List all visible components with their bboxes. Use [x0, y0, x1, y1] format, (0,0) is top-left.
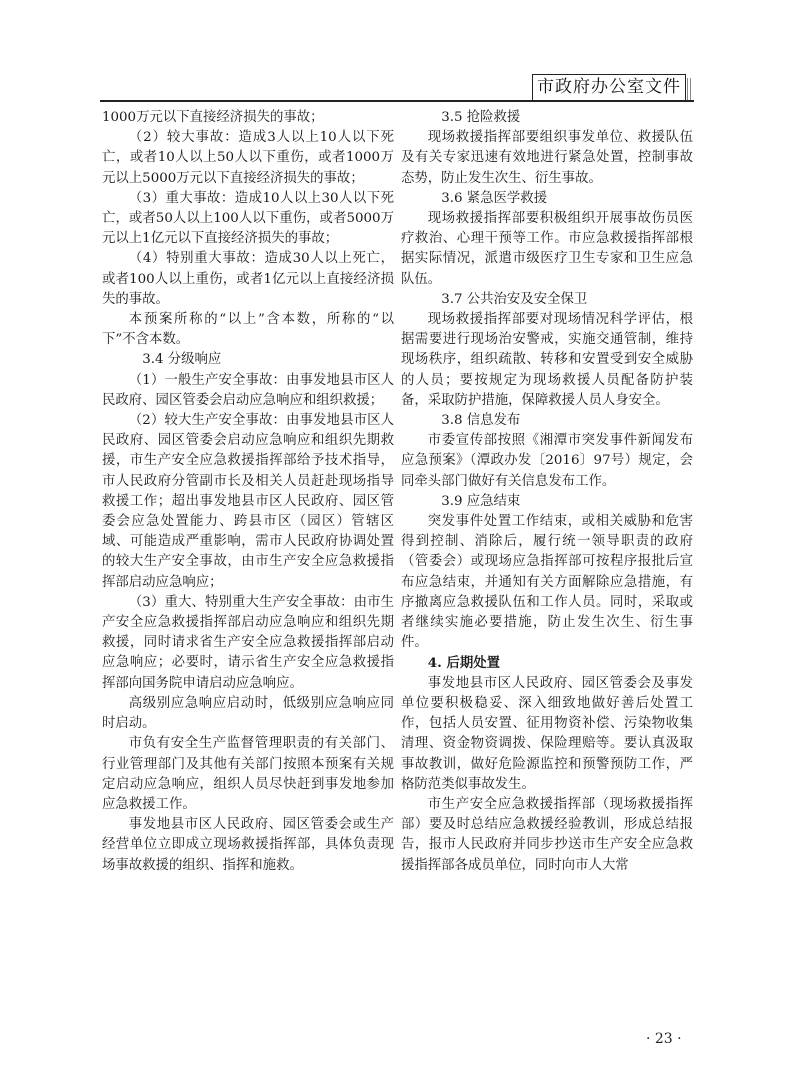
paragraph: （1）一般生产安全事故：由事发地县市区人民政府、园区管委会启动应急响应和组织救援；: [102, 372, 394, 408]
paragraph: （3）重大、特别重大生产安全事故：由市生产安全应急救援指挥部启动应急响应和组织先期救援，同时请求省生产安全应急救援指挥部启动应急响应；必要时，请示省生产安全应急救援指挥部向国务院申请启动应急响应。: [102, 594, 394, 691]
paragraph: 突发事件处置工作结束，或相关威胁和危害得到控制、消除后，履行统一领导职责的政府（管委会）或现场应急指挥部可按程序报批后宣布应急结束，并通知有关方面解除应急措施，有序撤离应急救援队伍和工作人员。同时，采取或者继续实施必要措施，防止发生次生、衍生事件。: [401, 514, 693, 651]
paragraph: （2）较大事故：造成3人以上10人以下死亡，或者10人以上50人以下重伤，或者1000万元以上5000万元以下直接经济损失的事故；: [102, 130, 394, 186]
section-heading: 3.7 公共治安及安全保卫: [441, 291, 588, 307]
paragraph: 市委宣传部按照《湘潭市突发事件新闻发布应急预案》（潭政办发〔2016〕97号）规定，会同牵头部门做好有关信息发布工作。: [401, 433, 693, 489]
paragraph: 事发地县市区人民政府、园区管委会或生产经营单位立即成立现场救援指挥部，具体负责现场事故救援的组织、指挥和施救。: [102, 817, 394, 873]
paragraph: 事发地县市区人民政府、园区管委会及事发单位要积极稳妥、深入细致地做好善后处置工作，包括人员安置、征用物资补偿、污染物收集清理、资金物资调拨、保险理赔等。要认真汲取事故教训，做好危险源监控和预警预防工作，严格防范类似事故发生。: [401, 675, 693, 792]
left-text-column: [102, 108, 394, 876]
paragraph: 市生产安全应急救援指挥部（现场救援指挥部）要及时总结应急救援经验教训，形成总结报告，报市人民政府并同步抄送市生产安全应急救援指挥部各成员单位，同时向市人大常: [401, 796, 693, 873]
paragraph: 现场救援指挥部要组织事发单位、救援队伍及有关专家迅速有效地进行紧急处置，控制事故态势，防止发生次生、衍生事故。: [401, 130, 693, 186]
section-heading: 3.8 信息发布: [441, 413, 521, 429]
paragraph: （2）较大生产安全事故：由事发地县市区人民政府、园区管委会启动应急响应和组织先期救援，市生产安全应急救援指挥部给予技术指导，市人民政府分管副市长及相关人员赶赴现场指导救援工作；超出事发地县市区人民政府、园区管委会应急处置能力、跨县市区（园区）管辖区域、可能造成严重影响，需市人民政府协调处置的较大生产安全事故，由市生产安全应急救援指挥部启动应急响应；: [102, 413, 394, 590]
document-category-badge: 市政府办公室文件: [532, 74, 686, 100]
page-number: · 23 ·: [646, 1031, 682, 1047]
header-rule: [100, 100, 694, 102]
paragraph: 高级别应急响应启动时，低级别应急响应同时启动。: [102, 695, 394, 732]
paragraph: （3）重大事故：造成10人以上30人以下死亡，或者50人以上100人以下重伤，或者5000万元以上1亿元以下直接经济损失的事故；: [102, 190, 394, 247]
section-heading: 4. 后期处置: [427, 655, 501, 672]
right-text-column: [401, 108, 693, 876]
section-heading: 3.4 分级响应: [142, 352, 222, 368]
paragraph: 市负有安全生产监督管理职责的有关部门、行业管理部门及其他有关部门按照本预案有关规定启动应急响应，组织人员尽快赶到事发地参加应急救援工作。: [102, 736, 394, 812]
section-heading: 3.5 抢险救援: [441, 110, 521, 125]
paragraph: 本预案所称的“以上”含本数，所称的“以下”不含本数。: [102, 312, 394, 348]
paragraph: 1000万元以下直接经济损失的事故；: [102, 110, 324, 125]
section-heading: 3.9 应急结束: [441, 493, 521, 509]
section-heading: 3.6 紧急医学救援: [441, 190, 548, 206]
paragraph: 现场救援指挥部要对现场情况科学评估，根据需要进行现场治安警戒，实施交通管制，维持现场秩序，组织疏散、转移和安置受到安全威胁的人员；要按规定为现场救援人员配备防护装备，采取防护措施，保障救援人员人身安全。: [401, 312, 693, 408]
paragraph: 现场救援指挥部要积极组织开展事故伤员医疗救治、心理干预等工作。市应急救援指挥部根据实际情况，派遣市级医疗卫生专家和卫生应急队伍。: [401, 211, 693, 287]
paragraph: （4）特别重大事故：造成30人以上死亡，或者100人以上重伤，或者1亿元以上直接经济损失的事故。: [102, 251, 394, 307]
